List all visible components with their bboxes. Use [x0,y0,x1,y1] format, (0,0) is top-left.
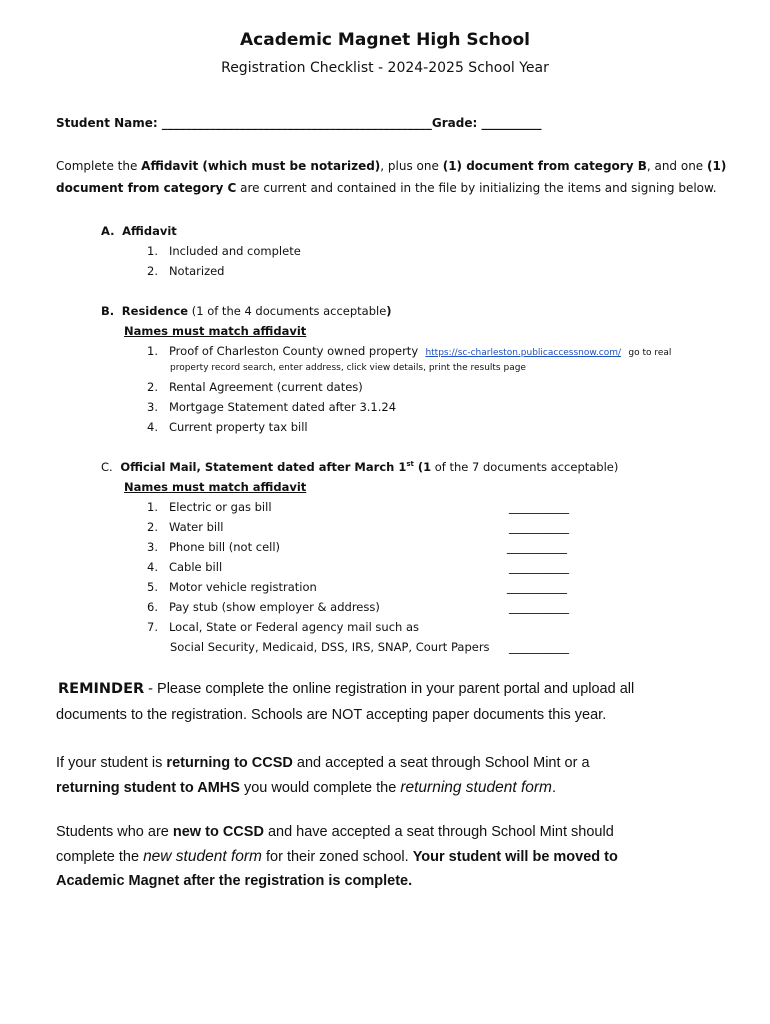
returning-bold: returning to CCSD [166,755,293,771]
returning-line-2 [56,779,556,797]
returning-text: and accepted a seat through School Mint or a [292,755,590,771]
section-letter: C. [101,460,113,474]
initials-blank[interactable]: __________ [509,640,569,654]
new-student-form-ref: new student form [143,848,262,865]
initials-blank[interactable]: __________ [509,500,569,514]
new-students-line-1 [56,824,614,840]
public-access-link[interactable]: https://sc-charleston.publicaccessnow.com/ [425,348,622,358]
intro-text: , plus one [380,159,443,173]
section-note: (1 [413,460,432,474]
intro-bold: (1) [707,159,727,173]
list-item: 2. Water bill [147,520,224,534]
reminder-line-1 [58,680,634,698]
names-match-note: Names must match affidavit [124,480,307,494]
list-item: 4. Cable bill [147,560,223,574]
returning-text: If your student is [56,755,167,771]
list-item-text: go to real [628,348,672,358]
reminder-text: - Please complete the online registration in your parent portal and upload all [144,681,635,697]
list-item: 1. Electric or gas bill [147,500,272,514]
reminder-label: REMINDER [58,681,145,697]
initials-blank[interactable]: __________ [507,580,567,594]
grade-label: Grade: [431,116,478,130]
list-item: 5. Motor vehicle registration [147,580,317,594]
list-item-text: Pay stub (show employer & address) [168,600,380,614]
returning-line-1 [56,755,590,771]
intro-line-2 [56,181,717,195]
section-letter: A. [101,224,115,238]
section-note: of the 7 documents acceptable) [431,460,619,474]
section-letter: B. [101,304,115,318]
intro-text: Complete the [56,159,142,173]
checklist-subtitle: Registration Checklist - 2024-2025 School Year [221,60,549,76]
new-students-text: Students who are [56,824,173,840]
section-a-heading [101,224,177,238]
returning-student-form-ref: returning student form [400,779,552,796]
new-students-line-3: Academic Magnet after the registration is complete. [56,873,413,889]
school-title: Academic Magnet High School [239,30,531,50]
section-title: Residence [121,304,189,318]
list-item: 3. Mortgage Statement dated after 3.1.24 [147,400,397,414]
section-c-heading [101,460,618,474]
list-item: 1. Included and complete [147,244,301,258]
superscript: st [406,460,414,469]
returning-text: . [551,780,556,796]
initials-blank[interactable]: __________ [507,540,567,554]
intro-text: , and one [646,159,708,173]
list-item-text: Mortgage Statement dated after 3.1.24 [168,400,397,414]
intro-line-1 [56,159,726,173]
returning-bold: returning student to AMHS [56,780,240,796]
new-students-line-2 [56,848,618,866]
new-students-bold: new to CCSD [172,824,264,840]
new-students-text: complete the [56,849,144,865]
list-item-text: Local, State or Federal agency mail such as [168,620,420,634]
list-item-text: Electric or gas bill [168,500,272,514]
initials-blank[interactable]: __________ [509,600,569,614]
student-name-blank[interactable]: _____________________________________________ [161,116,432,130]
list-item-text: Current property tax bill [168,420,308,434]
section-b-heading [101,304,392,318]
reminder-line-2: documents to the registration. Schools are NOT accepting paper documents this year. [56,707,607,723]
list-item-text: Rental Agreement (current dates) [168,380,363,394]
section-title: Official Mail, Statement dated after March 1 [120,460,407,474]
list-item: 7. Local, State or Federal agency mail such as [147,620,420,634]
list-item-text: Proof of Charleston County owned property [168,344,419,358]
initials-blank[interactable]: __________ [509,520,569,534]
list-item-continuation: Social Security, Medicaid, DSS, IRS, SNAP, Court Papers [170,640,490,654]
list-item: 2. Rental Agreement (current dates) [147,380,363,394]
student-name-label: Student Name: [56,116,158,130]
list-item-text: Water bill [168,520,224,534]
new-students-text: and have accepted a seat through School Mint should [263,824,614,840]
list-item: 6. Pay stub (show employer & address) [147,600,380,614]
list-item-text: Cable bill [168,560,223,574]
list-item: 4. Current property tax bill [147,420,308,434]
intro-text: are current and contained in the file by initializing the items and signing below. [236,181,717,195]
list-item: 2. Notarized [147,264,225,278]
new-students-text: for their zoned school. [261,849,413,865]
section-title: Affidavit [122,224,177,238]
student-name-row [56,116,541,130]
section-note: ) [386,304,392,318]
list-item-text: Notarized [168,264,225,278]
intro-bold: Affidavit (which must be notarized) [141,159,381,173]
list-item-text: Motor vehicle registration [168,580,317,594]
returning-text: you would complete the [239,780,401,796]
list-item: 3. Phone bill (not cell) [147,540,281,554]
initials-blank[interactable]: __________ [509,560,569,574]
list-item-text: Included and complete [168,244,301,258]
new-students-bold: Your student will be moved to [412,849,618,865]
intro-bold: (1) document from category B [442,159,647,173]
intro-bold: document from category C [56,181,237,195]
list-item-continuation: property record search, enter address, click view details, print the results page [170,363,526,373]
grade-blank[interactable]: __________ [481,116,542,130]
section-note: (1 of the 4 documents acceptable [188,304,387,318]
list-item: 1. Proof of Charleston County owned property https://sc-charleston.publicaccessnow.com/ go to real [147,344,672,358]
list-item-text: Phone bill (not cell) [168,540,281,554]
names-match-note: Names must match affidavit [124,324,307,338]
